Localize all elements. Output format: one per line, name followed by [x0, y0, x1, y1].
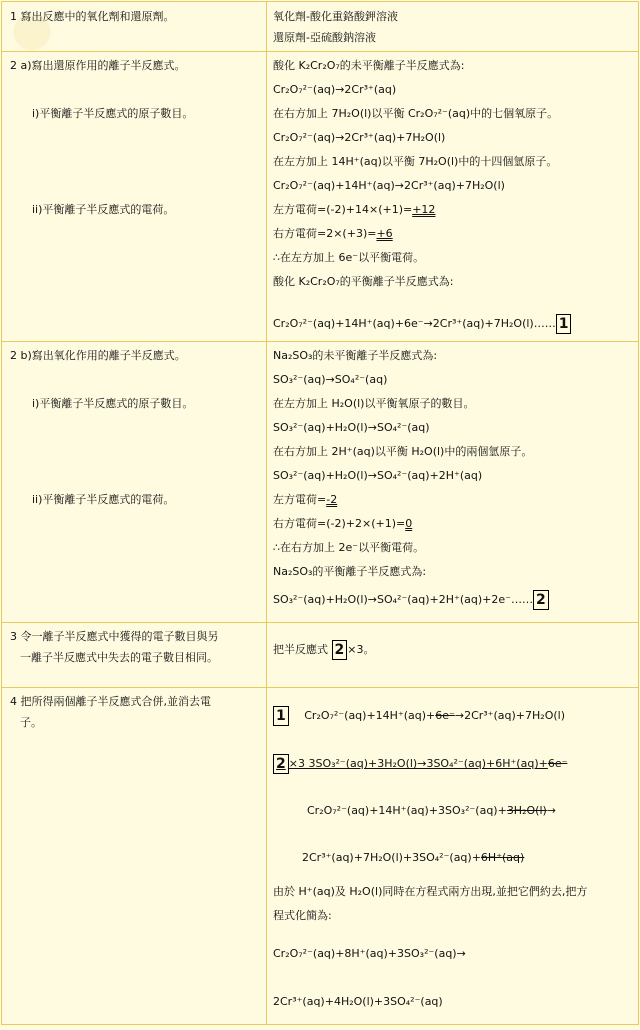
reduction-line: Cr₂O₇²⁻(aq)→2Cr³⁺(aq)+7H₂O(l): [273, 131, 446, 144]
left-charge-line: [273, 493, 337, 507]
simplify-note: 程式化簡為:: [273, 909, 332, 922]
combined-equation-part-1: [307, 804, 556, 818]
cancelled-water: 3H₂O(l): [506, 804, 547, 817]
left-charge-value: -2: [326, 493, 338, 506]
simplify-note: 由於 H⁺(aq)及 H₂O(l)同時在方程式兩方出現,並把它們約去,把方: [273, 885, 588, 898]
step-3-text: 一離子半反應式中失去的電子數目相同。: [20, 651, 218, 664]
oxidation-line: Na₂SO₃的平衡離子半反應式為:: [273, 565, 427, 578]
final-equation-part-1: Cr₂O₇²⁻(aq)+8H⁺(aq)+3SO₃²⁻(aq)→: [273, 947, 466, 960]
step-2a-ii-text: ii)平衡離子半反應式的電荷。: [32, 203, 175, 216]
reduction-line: ∴在左方加上 6e⁻以平衡電荷。: [273, 251, 425, 264]
step-2b-ii-text: ii)平衡離子半反應式的電荷。: [32, 493, 175, 506]
step-2b-i-text: i)平衡離子半反應式的原子數目。: [32, 397, 194, 410]
multiply-instruction: [273, 640, 374, 660]
oxidation-line: ∴在右方加上 2e⁻以平衡電荷。: [273, 541, 425, 554]
equation-text: SO₃²⁻(aq)+H₂O(l)→SO₄²⁻(aq)+2H⁺(aq)+2e⁻……: [273, 593, 533, 606]
table-row: [2, 623, 638, 688]
combine-equation-2: [273, 754, 567, 774]
equation-label-2: 2: [533, 590, 549, 610]
table-row: [2, 52, 638, 342]
reduction-line: 酸化 K₂Cr₂O₇的平衡離子半反應式為:: [273, 275, 454, 288]
equation-label-2: 2: [332, 640, 348, 660]
cancelled-electrons: 6e⁻: [547, 757, 568, 770]
reduction-line: Cr₂O₇²⁻(aq)→2Cr³⁺(aq): [273, 83, 397, 96]
oxidation-line: SO₃²⁻(aq)+H₂O(l)→SO₄²⁻(aq)+2H⁺(aq): [273, 469, 483, 482]
reduction-line: Cr₂O₇²⁻(aq)+14H⁺(aq)→2Cr³⁺(aq)+7H₂O(l): [273, 179, 505, 192]
left-charge-line: [273, 203, 435, 217]
reduction-line: 酸化 K₂Cr₂O₇的未平衡離子半反應式為:: [273, 59, 465, 72]
instruction-text: 把半反應式: [273, 643, 328, 656]
step-4-text: 4 把所得兩個離子半反應式合併,並消去電: [10, 695, 211, 708]
equation-text: Cr₂O₇²⁻(aq)+14H⁺(aq)+6e⁻→2Cr³⁺(aq)+7H₂O(l)……: [273, 317, 556, 330]
right-charge-line: [273, 227, 393, 241]
right-charge-value: 0: [405, 517, 413, 530]
oxidant-text: 氧化劑-酸化重鉻酸鉀溶液: [273, 10, 398, 23]
cancelled-electrons: 6e⁻: [435, 709, 455, 722]
combine-equation-1: [273, 706, 565, 726]
final-equation-part-2: 2Cr³⁺(aq)+4H₂O(l)+3SO₄²⁻(aq): [273, 995, 443, 1008]
step-2a-text: 2 a)寫出還原作用的離子半反應式。: [10, 59, 186, 72]
table-row: [2, 688, 638, 1026]
equation-text: ×3 3SO₃²⁻(aq)+3H₂O(l)→3SO₄²⁻(aq)+6H⁺(aq)+: [288, 757, 548, 770]
equation-text: Cr₂O₇²⁻(aq)+14H⁺(aq)+: [304, 709, 436, 722]
combined-equation-part-2: [302, 851, 524, 865]
table-row: [2, 342, 638, 623]
step-4-text: 子。: [20, 716, 42, 729]
step-2b-text: 2 b)寫出氧化作用的離子半反應式。: [10, 349, 186, 362]
balanced-reduction-equation: [273, 314, 571, 334]
equation-text: →2Cr³⁺(aq)+7H₂O(l): [454, 709, 565, 722]
balanced-oxidation-equation: [273, 590, 549, 610]
oxidation-line: SO₃²⁻(aq)→SO₄²⁻(aq): [273, 373, 388, 386]
step-3-text: 3 令一離子半反應式中獲得的電子數目與另: [10, 630, 219, 643]
reductant-text: 還原劑-亞硫酸鈉溶液: [273, 31, 376, 44]
reduction-line: 在右方加上 7H₂O(l)以平衡 Cr₂O₇²⁻(aq)中的七個氧原子。: [273, 107, 559, 120]
right-charge-label: 右方電荷=(-2)+2×(+1)=: [273, 517, 406, 530]
oxidation-line: Na₂SO₃的未平衡離子半反應式為:: [273, 349, 438, 362]
equation-label-2: 2: [273, 754, 289, 774]
oxidation-line: SO₃²⁻(aq)+H₂O(l)→SO₄²⁻(aq): [273, 421, 430, 434]
equation-label-1: 1: [273, 706, 289, 726]
instruction-text: ×3。: [347, 643, 375, 656]
right-charge-value: +6: [376, 227, 393, 240]
step-1-text: 1 寫出反應中的氧化劑和還原劑。: [10, 10, 175, 23]
right-charge-label: 右方電荷=2×(+3)=: [273, 227, 377, 240]
equation-text: 2Cr³⁺(aq)+7H₂O(l)+3SO₄²⁻(aq)+: [302, 851, 481, 864]
left-charge-value: +12: [412, 203, 436, 216]
equation-text: →: [546, 804, 557, 817]
reduction-line: 在左方加上 14H⁺(aq)以平衡 7H₂O(l)中的十四個氫原子。: [273, 155, 558, 168]
oxidation-line: 在左方加上 H₂O(l)以平衡氧原子的數目。: [273, 397, 475, 410]
right-charge-line: [273, 517, 412, 531]
equation-text: Cr₂O₇²⁻(aq)+14H⁺(aq)+3SO₃²⁻(aq)+: [307, 804, 507, 817]
left-charge-label: 左方電荷=: [273, 493, 327, 506]
table-row: [2, 2, 638, 52]
cancelled-hydrogen: 6H⁺(aq): [480, 851, 525, 864]
explanation-table: [1, 1, 639, 1025]
oxidation-line: 在右方加上 2H⁺(aq)以平衡 H₂O(l)中的兩個氫原子。: [273, 445, 533, 458]
step-2a-i-text: i)平衡離子半反應式的原子數目。: [32, 107, 194, 120]
left-charge-label: 左方電荷=(-2)+14×(+1)=: [273, 203, 413, 216]
equation-label-1: 1: [556, 314, 572, 334]
